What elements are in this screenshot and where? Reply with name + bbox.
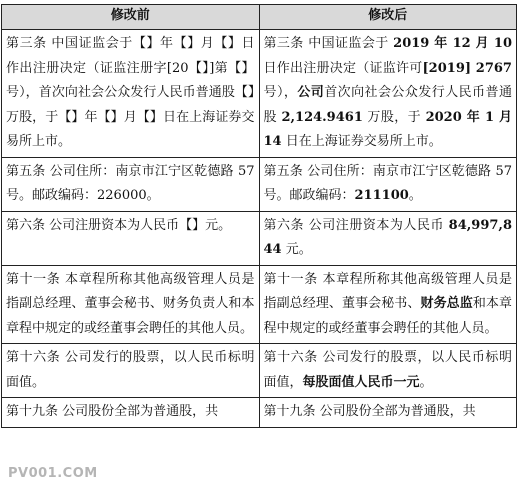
text-segment: 号）， xyxy=(263,85,298,100)
changed-text: 2020 年 1 月 14 xyxy=(263,109,513,149)
table-row xyxy=(2,265,517,344)
changed-text: 每股面值人民币一元 xyxy=(302,374,420,390)
table-row xyxy=(2,30,517,158)
text-segment: 元。 xyxy=(281,242,312,257)
table-row xyxy=(2,398,517,428)
cell-before: 第十六条 公司发行的股票，以人民币标明面值。 xyxy=(2,344,260,398)
changed-text: 2019 年 12 月 10 xyxy=(393,36,513,51)
cell-before: 第十一条 本章程所称其他高级管理人员是指副总经理、董事会秘书、财务负责人和本章程中规定的或经董事会聘任的其他人员。 xyxy=(2,265,260,344)
cell-after xyxy=(259,30,517,158)
text-segment: 首次向社会公众发行人民币普通股 xyxy=(263,85,512,125)
cell-before: 第十九条 公司股份全部为普通股，共 xyxy=(2,398,260,428)
text-segment: 万股，于 xyxy=(362,109,426,125)
text-segment: 第三条 中国证监会于 xyxy=(263,36,394,51)
table-row xyxy=(2,344,517,398)
header-after: 修改后 xyxy=(259,5,517,30)
cell-before: 第六条 公司注册资本为人民币【】元。 xyxy=(2,211,260,265)
table-header-row xyxy=(2,5,517,30)
changed-text: 公司 xyxy=(297,85,325,100)
header-before: 修改前 xyxy=(2,5,260,30)
changed-text: 84,997,844 xyxy=(263,217,512,257)
changed-text: 2,124.9461 xyxy=(281,109,363,125)
cell-after xyxy=(259,211,517,265)
watermark: PV001.COM xyxy=(8,466,98,481)
text-segment: 第十九条 公司股份全部为普通股，共 xyxy=(263,404,476,419)
cell-after xyxy=(259,344,517,398)
text-segment: 第五条 公司住所：南京市江宁区乾德路 57 号。邮政编码： xyxy=(263,163,512,203)
text-segment: 第十一条 本章程所称其他高级管理人员是指副总经理、董事会秘书、 xyxy=(263,271,512,311)
cell-after xyxy=(259,398,517,428)
text-segment: 日作出注册决定（证监许可 xyxy=(263,60,423,76)
text-segment: 第六条 公司注册资本为人民币 xyxy=(263,217,449,233)
text-segment: 。 xyxy=(419,374,433,390)
changed-text: 211100 xyxy=(354,188,409,203)
text-segment: 日在上海证券交易所上市。 xyxy=(281,134,442,149)
changed-text: [2019] 2767 xyxy=(422,60,512,76)
cell-after xyxy=(259,157,517,211)
text-segment: 和本章程中规定的或经董事会聘任的其他人员。 xyxy=(263,296,512,336)
table-row xyxy=(2,211,517,265)
cell-before: 第三条 中国证监会于【】年【】月【】日作出注册决定（证监注册字[20【】]第【】号），首次向社会公众发行人民币普通股【】万股，于【】年【】月【】日在上海证券交易所上市。 xyxy=(2,30,260,158)
cell-before: 第五条 公司住所：南京市江宁区乾德路 57 号。邮政编码：226000。 xyxy=(2,157,260,211)
changed-text: 财务总监 xyxy=(420,296,473,311)
amendment-table xyxy=(1,4,517,428)
table-row xyxy=(2,157,517,211)
cell-after xyxy=(259,265,517,344)
text-segment: 第十六条 公司发行的股票，以人民币标明面值， xyxy=(263,350,512,390)
text-segment: 。 xyxy=(408,188,422,203)
